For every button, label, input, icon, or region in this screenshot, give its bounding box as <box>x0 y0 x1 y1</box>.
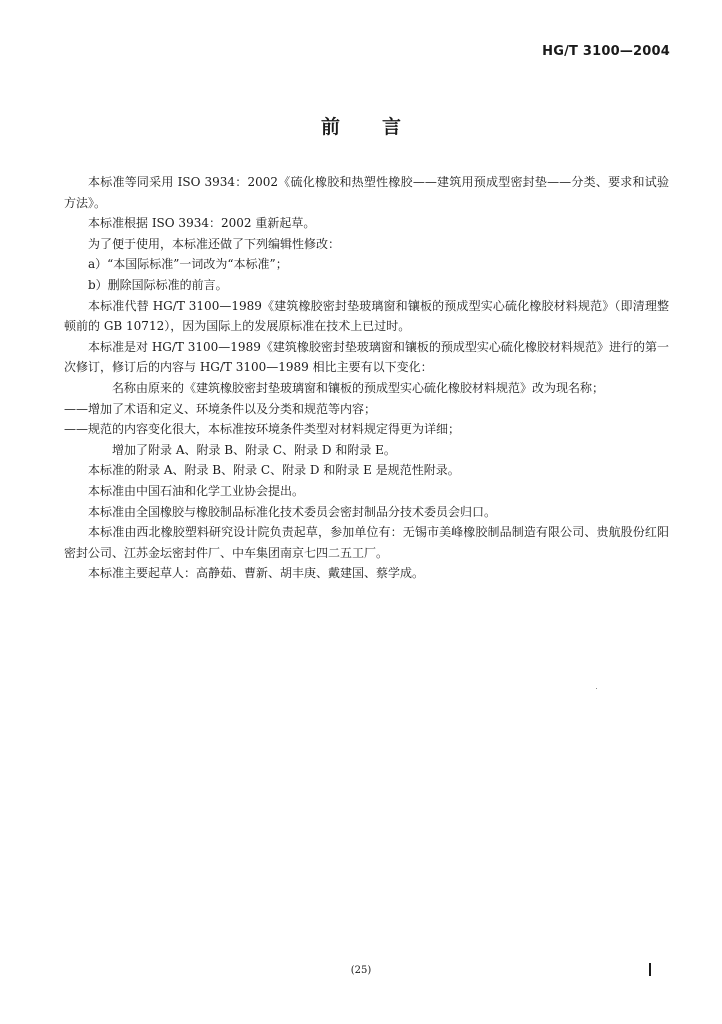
paragraph-editorial-changes: 为了便于使用，本标准还做了下列编辑性修改： <box>88 236 341 251</box>
paragraph-proposer: 本标准由中国石油和化学工业协会提出。 <box>88 483 305 498</box>
preface-body <box>64 172 669 584</box>
paragraph-drafting-units: 本标准由西北橡胶塑料研究设计院负责起草，参加单位有：无锡市美峰橡胶制品制造有限公司、贵航股份红阳密封公司、江苏金坛密封件厂、中车集团南京七四二五工厂。 <box>64 525 669 560</box>
list-item-change-b: b）删除国际标准的前言。 <box>88 277 228 292</box>
scan-mark <box>649 963 651 976</box>
page-title: 前言 <box>320 116 443 138</box>
list-item-added-annexes: 增加了附录 A、附录 B、附录 C、附录 D 和附录 E。 <box>112 442 396 457</box>
document-code: HG/T 3100—2004 <box>542 44 670 59</box>
list-item-spec-changes: ——规范的内容变化很大，本标准按环境条件类型对材料规定得更为详细； <box>64 422 461 437</box>
paragraph-replaces: 本标准代替 HG/T 3100—1989《建筑橡胶密封垫玻璃窗和镶板的预成型实心硫化橡胶材料规范》（即清理整顿前的 GB 10712），因为国际上的发展原标准在技术上已过时。 <box>64 298 669 334</box>
paragraph-drafters: 本标准主要起草人：高静茹、曹新、胡丰庚、戴建国、蔡学成。 <box>88 566 425 581</box>
list-item-change-a: a）“本国际标准”一词改为“本标准”； <box>88 257 288 272</box>
paragraph-drafting-basis: 本标准根据 ISO 3934：2002 重新起草。 <box>88 216 316 231</box>
scan-speck <box>596 688 597 689</box>
list-item-name-change: 名称由原来的《建筑橡胶密封垫玻璃窗和镶板的预成型实心硫化橡胶材料规范》改为现名称； <box>112 380 605 395</box>
paragraph-adoption: 本标准等同采用 ISO 3934：2002《硫化橡胶和热塑性橡胶——建筑用预成型密封垫——分类、要求和试验方法》。 <box>64 175 669 210</box>
paragraph-technical-committee: 本标准由全国橡胶与橡胶制品标准化技术委员会密封制品分技术委员会归口。 <box>88 504 497 519</box>
paragraph-normative-annexes: 本标准的附录 A、附录 B、附录 C、附录 D 和附录 E 是规范性附录。 <box>88 463 460 478</box>
paragraph-revision: 本标准是对 HG/T 3100—1989《建筑橡胶密封垫玻璃窗和镶板的预成型实心硫化橡胶材料规范》进行的第一次修订，修订后的内容与 HG/T 3100—1989 相比主要有以下变化： <box>64 339 669 375</box>
list-item-added-terms: ——增加了术语和定义、环境条件以及分类和规范等内容； <box>64 401 377 416</box>
page-number: (25) <box>350 965 372 976</box>
